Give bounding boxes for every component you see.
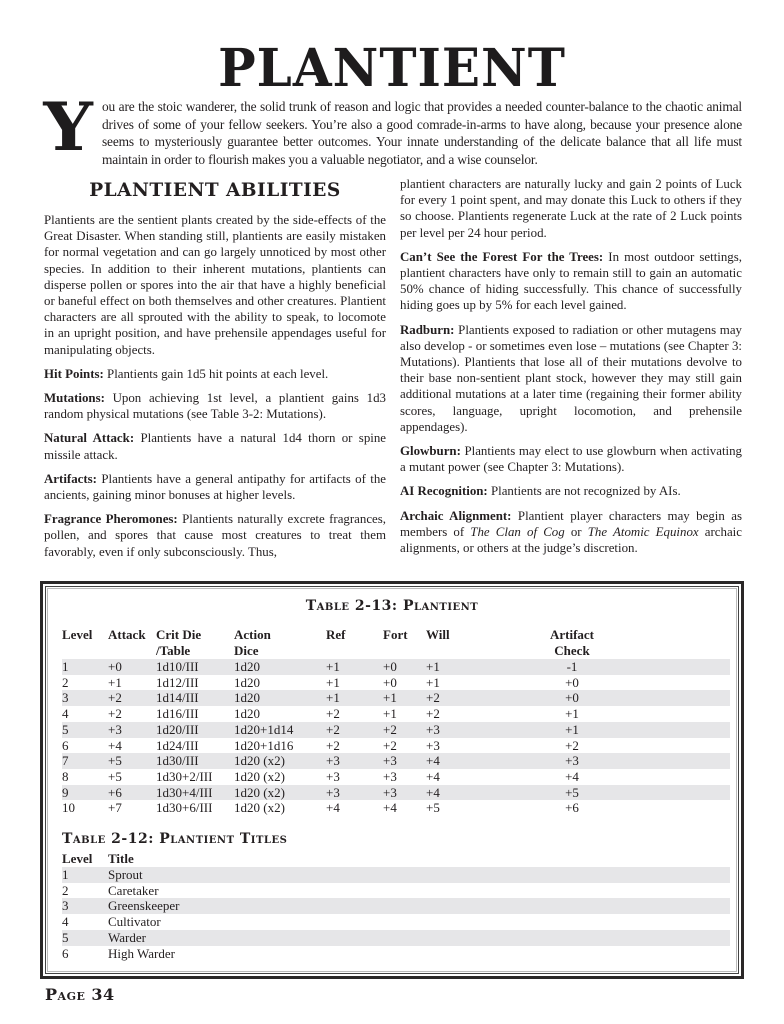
cell-artifact-check: +5	[522, 785, 622, 801]
cell-artifact-check: +2	[565, 737, 579, 753]
ability-text: Plantients may elect to use glowburn when activating a mutant power (see Chapter 3: Mutations).	[400, 444, 742, 475]
ability-glowburn	[400, 443, 742, 475]
ability-text: or	[564, 524, 588, 539]
header-line: Artifact	[549, 627, 595, 642]
table-row	[62, 883, 730, 899]
ability-text: archaic alignments, or others at the judge’s discretion.	[400, 524, 742, 556]
cell-spacer	[622, 722, 730, 738]
ability-radburn	[400, 322, 742, 435]
header-line: Check	[554, 643, 590, 658]
cell-ref: +4	[326, 800, 340, 816]
left-column	[44, 178, 386, 568]
table-row	[62, 898, 730, 914]
table-row	[62, 867, 730, 883]
cell-fort: +3	[383, 753, 426, 769]
table-row	[62, 800, 730, 816]
cell-ref: +2	[326, 706, 340, 722]
cell-level: 4	[62, 706, 69, 722]
cell-spacer	[622, 690, 730, 706]
ability-ai-recognition	[400, 483, 742, 499]
table-row	[62, 914, 730, 930]
ability-label: Can’t See the Forest For the Trees:	[400, 249, 604, 264]
cell-level: 5	[62, 930, 108, 946]
ability-text: Plantients have a natural 1d4 thorn or spine missile attack.	[44, 431, 387, 462]
cell-ref: +1	[326, 674, 340, 690]
ability-label: Archaic Alignment:	[400, 508, 512, 523]
cell-action-dice: 1d20	[234, 706, 260, 722]
header-ref: Ref	[326, 627, 346, 642]
cell-spacer	[622, 659, 730, 675]
cell-spacer	[622, 769, 730, 785]
header-action-dice	[234, 627, 326, 659]
cell-artifact-check: +0	[565, 674, 579, 690]
table-row	[62, 946, 730, 962]
cell-action-dice: 1d20+1d14	[234, 722, 326, 738]
ability-text: Plantients gain 1d5 hit points at each level.	[103, 366, 329, 381]
table-header-row	[62, 627, 730, 659]
header-level: Level	[62, 627, 93, 642]
cell-fort: +1	[383, 690, 426, 706]
cell-attack: +2	[108, 690, 156, 706]
cell-will: +2	[426, 706, 440, 722]
cell-artifact-check: +4	[565, 768, 579, 784]
cell-title: Cultivator	[108, 914, 161, 930]
table-row	[62, 659, 730, 675]
ability-text: Plantients exposed to radiation or other mutagens may also develop - or sometimes even lose – mutations (see Chapter 3: Mutations). Plantients that lose all of their mutations devolve to their base non-sentient plant stock, however they may still gain additional mutations at a later time (regaining their former ability scores, language, upright locomotion, and prehensile appendages).	[400, 322, 742, 434]
cell-spacer	[622, 706, 730, 722]
cell-action-dice: 1d20	[234, 690, 326, 706]
header-crit-die	[156, 627, 234, 659]
tables-frame	[40, 581, 744, 979]
cell-action-dice: 1d20+1d16	[234, 737, 294, 753]
cell-ref: +3	[326, 753, 383, 769]
ability-natural-attack	[44, 430, 386, 462]
ability-text: Plantients naturally excrete fragrances, pollen, and spores that cause most creatures to treat them favorably, even if only subconsciously. Thus,	[44, 512, 386, 559]
table-2-12-title: Table 2-12: Plantient Titles	[62, 831, 288, 847]
cell-ref: +3	[326, 768, 340, 784]
ability-text: Plantients have a general antipathy for artifacts of the ancients, gaining minor bonuses at higher levels.	[44, 471, 386, 503]
cell-fort: +3	[383, 785, 426, 801]
alignment-atomic-equinox: The Atomic Equinox	[587, 524, 699, 539]
cell-artifact-check: +6	[565, 800, 579, 816]
cell-will: +4	[426, 768, 440, 784]
cell-will: +4	[426, 753, 522, 769]
cell-title: High Warder	[108, 945, 175, 961]
cell-crit-die: 1d30+6/III	[156, 800, 213, 816]
cell-action-dice: 1d20 (x2)	[234, 785, 326, 801]
page-title: PLANTIENT	[218, 36, 566, 99]
cell-crit-die: 1d10/III	[156, 659, 234, 675]
header-level: Level	[62, 851, 93, 866]
cell-fort: +2	[383, 737, 397, 753]
cell-crit-die: 1d20/III	[156, 722, 234, 738]
ability-fragrance-pheromones	[44, 511, 386, 560]
cell-level: 1	[62, 659, 108, 675]
cell-attack: +5	[108, 753, 156, 769]
cell-title: Warder	[108, 930, 730, 946]
ability-label: Glowburn:	[400, 444, 461, 459]
cell-will: +3	[426, 722, 522, 738]
cell-action-dice: 1d20 (x2)	[234, 768, 285, 784]
cell-title: Sprout	[108, 867, 730, 883]
ability-label: Hit Points:	[44, 366, 104, 381]
cell-crit-die: 1d24/III	[156, 737, 199, 753]
right-column	[400, 176, 742, 564]
table-row	[62, 706, 730, 722]
table-row	[62, 785, 730, 801]
section-heading: PLANTIENT ABILITIES	[89, 180, 341, 201]
table-row	[62, 675, 730, 691]
ability-cant-see-forest	[400, 249, 742, 314]
cell-will: +1	[426, 659, 522, 675]
header-will: Will	[426, 627, 450, 642]
plantient-stat-table	[62, 627, 730, 816]
cell-attack: +3	[108, 722, 156, 738]
cell-ref: +1	[326, 659, 383, 675]
cell-attack: +7	[108, 800, 122, 816]
abilities-intro: Plantients are the sentient plants created by the side-effects of the Great Disaster. When standing still, plantients are easily mistaken for normal vegetation and can go largely unnoticed by most other species. In addition to their inherent mutations, plantients can disperse pollen or spores into the air that have a highly beneficial or baneful effect on both themselves and other creatures. Plantient characters are all sprouted with the ability to speak, to locomote in an upright position, and have prehensile appendages useful for manipulating objects.	[44, 213, 386, 357]
table-row	[62, 753, 730, 769]
cell-will: +4	[426, 785, 522, 801]
table-2-13-title: Table 2-13: Plantient	[305, 598, 479, 614]
plantient-titles-table	[62, 851, 730, 961]
ability-text: Plantients are not recognized by AIs.	[487, 484, 681, 499]
cell-level: 6	[62, 945, 69, 961]
cell-spacer	[622, 785, 730, 801]
cell-spacer	[622, 800, 730, 816]
cell-crit-die: 1d12/III	[156, 674, 199, 690]
header-line: Dice	[234, 643, 259, 658]
fragrance-continuation: plantient characters are naturally lucky and gain 2 points of Luck for every 1 point spent, and may donate this Luck to others if they so choose. Plantients regenerate Luck at the rate of 2 Luck points per level per 24 hour period.	[400, 177, 742, 240]
table-row	[62, 690, 730, 706]
cell-action-dice: 1d20	[234, 674, 260, 690]
cell-ref: +3	[326, 785, 383, 801]
cell-will: +3	[426, 737, 440, 753]
cell-crit-die: 1d14/III	[156, 690, 234, 706]
cell-level: 3	[62, 690, 108, 706]
cell-ref: +2	[326, 722, 383, 738]
ability-text: Upon achieving 1st level, a plantient gains 1d3 random physical mutations (see Table 3-2: Mutations).	[44, 391, 386, 422]
header-line: /Table	[156, 643, 191, 658]
drop-cap: Y	[43, 88, 93, 166]
cell-artifact-check: -1	[522, 659, 622, 675]
cell-artifact-check: +1	[565, 706, 579, 722]
cell-crit-die: 1d16/III	[156, 706, 199, 722]
cell-level: 7	[62, 753, 108, 769]
ability-text: In most outdoor settings, plantient characters have only to remain still to gain an automatic 50% chance of hiding successfully. This chance of successfully hiding goes up by 5% for each level gained.	[400, 249, 742, 313]
ability-label: Mutations:	[44, 391, 105, 406]
cell-will: +2	[426, 690, 522, 706]
page-number: Page 34	[45, 985, 115, 1004]
ability-label: Artifacts:	[44, 471, 97, 486]
cell-attack: +1	[108, 674, 122, 690]
ability-text: Plantient player characters may begin as members of	[400, 508, 743, 539]
cell-level: 6	[62, 737, 69, 753]
cell-level: 2	[62, 882, 69, 898]
cell-title: Caretaker	[108, 882, 159, 898]
header-attack: Attack	[108, 627, 146, 642]
cell-action-dice: 1d20 (x2)	[234, 753, 326, 769]
ability-artifacts	[44, 471, 386, 503]
cell-spacer	[622, 675, 730, 691]
header-title: Title	[108, 851, 134, 866]
cell-level: 4	[62, 914, 69, 930]
header-line: Action	[234, 627, 271, 642]
header-line: Crit Die	[156, 627, 202, 642]
cell-fort: +0	[383, 659, 426, 675]
intro-text: ou are the stoic wanderer, the solid trunk of reason and logic that provides a needed counter-balance to the chaotic animal drives of some of your fellow seekers. You’re also a good comrade-in-arms to have along, because your presence alone seems to mysteriously guarantee better outcomes. Your innate understanding of the delicate balance that all life must maintain in order to flourish makes you a valuable negotiator, and a wise counselor.	[102, 99, 742, 167]
cell-fort: +3	[383, 768, 397, 784]
cell-fort: +4	[383, 800, 397, 816]
header-fort: Fort	[383, 627, 408, 642]
cell-attack: +4	[108, 737, 122, 753]
table-row	[62, 769, 730, 785]
cell-action-dice: 1d20	[234, 659, 326, 675]
ability-label: Fragrance Pheromones:	[44, 512, 178, 527]
table-row	[62, 738, 730, 754]
cell-attack: +0	[108, 659, 156, 675]
ability-label: Radburn:	[400, 322, 455, 337]
cell-attack: +5	[108, 768, 122, 784]
ability-hit-points	[44, 366, 386, 382]
table-row	[62, 722, 730, 738]
cell-level: 10	[62, 800, 75, 816]
cell-fort: +0	[383, 674, 397, 690]
cell-spacer	[622, 753, 730, 769]
cell-artifact-check: +0	[522, 690, 622, 706]
ability-archaic-alignment	[400, 508, 742, 557]
cell-level: 8	[62, 768, 69, 784]
cell-level: 1	[62, 867, 108, 883]
alignment-clan-of-cog: The Clan of Cog	[470, 524, 565, 539]
ability-mutations	[44, 390, 386, 422]
cell-will: +5	[426, 800, 440, 816]
cell-ref: +1	[326, 690, 383, 706]
cell-artifact-check: +1	[522, 722, 622, 738]
cell-crit-die: 1d30/III	[156, 753, 234, 769]
cell-spacer	[622, 738, 730, 754]
header-artifact-check	[522, 627, 622, 659]
cell-artifact-check: +3	[522, 753, 622, 769]
cell-crit-die: 1d30+4/III	[156, 785, 234, 801]
cell-level: 3	[62, 898, 108, 914]
table-row	[62, 930, 730, 946]
ability-label: Natural Attack:	[44, 431, 135, 446]
intro-paragraph	[43, 88, 742, 168]
cell-fort: +1	[383, 706, 397, 722]
cell-level: 9	[62, 785, 108, 801]
cell-attack: +6	[108, 785, 156, 801]
cell-title: Greenskeeper	[108, 898, 730, 914]
cell-crit-die: 1d30+2/III	[156, 768, 213, 784]
cell-level: 2	[62, 674, 69, 690]
titles-header-row	[62, 851, 730, 867]
cell-action-dice: 1d20 (x2)	[234, 800, 285, 816]
ability-label: AI Recognition:	[400, 484, 488, 499]
header-spacer	[622, 627, 730, 659]
cell-level: 5	[62, 722, 108, 738]
tables-frame-inner	[45, 586, 739, 974]
cell-attack: +2	[108, 706, 122, 722]
cell-fort: +2	[383, 722, 426, 738]
cell-will: +1	[426, 674, 440, 690]
cell-ref: +2	[326, 737, 340, 753]
